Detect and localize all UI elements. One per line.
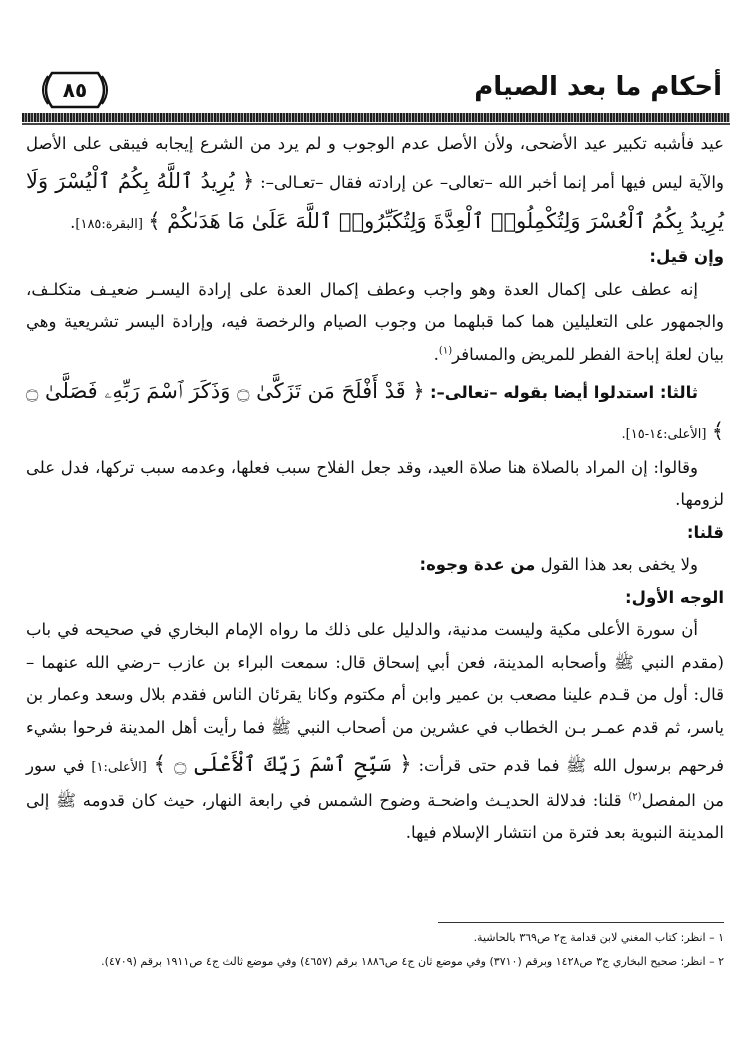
quran-verse-ala-14-15: ﴿ قَدْ أَفْلَحَ مَن تَزَكَّىٰ ۝ وَذَكَرَ ٱسْمَ رَبِّهِۦ فَصَلَّىٰ ۝ ﴾ <box>26 379 724 443</box>
paragraph-6-text-b: في سور من المفصل <box>26 756 725 810</box>
footnotes <box>26 926 724 974</box>
paragraph-5-bold: من عدة وجوه: <box>419 555 536 574</box>
paragraph-6-text-a: أن سورة الأعلى مكية وليست مدنية، والدليل على ذلك ما رواه الإمام البخاري في صحيحه في باب (مقدم النبي ﷺ وأصحابه المدينة، فعن أبي إسحاق قال: سمعت البراء بن عازب –رضي الله عنهما – قال: أول من قـدم علينا مصعب بن عمير وابن أم مكتوم وكانا يقرئان الناس فقدم بلال وسعد وعمار بن ياسر، ثم قدم عمـر بـن الخطاب في عشرين من أصحاب النبي ﷺ فما رأيت أهل المدينة فرحوا بشيء فرحهم برسول الله ﷺ فما قدم حتى قرأت: <box>26 620 725 775</box>
heading-first-aspect: الوجه الأول: <box>625 587 724 607</box>
verse-reference-ala-1: [الأعلى:١] <box>91 760 147 775</box>
footnote-separator <box>438 922 724 923</box>
verse-reference-ala-14-15: [الأعلى:١٤-١٥]. <box>621 427 707 442</box>
quran-verse-ala-1: ﴿ سَبِّحِ ٱسْمَ رَبِّكَ ٱلْأَعْلَى ۝ ﴾ <box>153 752 412 776</box>
main-text <box>26 128 724 850</box>
quran-verse-baqarah-part-1: ﴿ يُرِيدُ ٱللَّهُ بِكُمُ ٱلْيُسْرَ وَلَا يُرِيدُ بِكُمُ <box>26 168 724 233</box>
heading-qulna: قلنا: <box>686 522 724 542</box>
page-number-badge <box>38 70 112 110</box>
paragraph-1-line-1: عيد فأشبه تكبير عيد الأضحى، ولأن الأصل عدم الوجوب و لم يرد من الشرع إيجابه فيبقى على الأصل والآية <box>26 134 724 192</box>
paragraph-1-line-2: ليس فيها أمر إنما أخبر الله –تعالى– عن إرادته فقال –تعـالى–: <box>260 172 683 192</box>
paragraph-5-text: ولا يخفى بعد هذا القول <box>540 555 698 574</box>
paragraph-6-text-c: قلنا: فدلالة الحديـث واضحـة وضوح الشمس في رابعة النهار، حيث كان قدومه ﷺ إلى المدينة النبوية بعد فترة من انتشار الإسلام فيها. <box>26 790 724 842</box>
page-number: ٨٥ <box>62 78 88 102</box>
footnote-2: ٢ – انظر: صحيح البخاري ج٣ ص١٤٢٨ وبرقم (٣٧١٠) وفي موضع ثان ج٤ ص١٨٨٦ برقم (٤٦٥٧) وفي موضع ثالث ج٤ ص١٩١١ برقم (٤٧٠٩). <box>101 955 724 968</box>
paragraph-5 <box>26 549 724 582</box>
paragraph-6 <box>26 614 724 850</box>
sentence-end: . <box>433 344 439 364</box>
footnote-marker-1: (١) <box>438 345 453 356</box>
paragraph-2-text: إنه عطف على إكمال العدة وهو واجب وعطف إكمال العدة على إرادة اليسـر ضعيـف متكلـف، والجمهور على التعليلين هما كما قبلهما من وجوب الصيام والرخصة فيه، وإرادة اليسر تشريعية وهي بيان لعلة إباحة الفطر للمريض والمسافر <box>26 279 724 364</box>
header-rule <box>22 113 730 122</box>
verse-reference-baqarah: [البقرة:١٨٥] <box>75 216 143 232</box>
paragraph-1 <box>26 128 724 241</box>
sentence-end: . <box>70 212 76 232</box>
heading-wain-qil: وإن قيل: <box>649 247 724 266</box>
paragraph-3-heading: ثالثا: استدلوا أيضا بقوله –تعالى–: <box>429 383 698 402</box>
paragraph-2 <box>26 274 724 372</box>
footnote-1: ١ – انظر: كتاب المغني لابن قدامة ج٢ ص٣٦٩ بالحاشية. <box>473 931 724 944</box>
footnote-marker-2: (٢) <box>628 791 642 802</box>
running-header-title: أحكام ما بعد الصيام <box>474 72 722 102</box>
header-rule-line <box>22 123 730 125</box>
quran-verse-baqarah-part-2: ٱلْعُسْرَ وَلِتُكْمِلُوا۟ ٱلْعِدَّةَ وَلِتُكَبِّرُوا۟ ٱللَّهَ عَلَىٰ مَا هَدَىٰكُمْ ﴾ <box>148 208 647 233</box>
paragraph-4: وقالوا: إن المراد بالصلاة هنا صلاة العيد، وقد جعل الفلاح سبب فعلها، وعدمه سبب تركها، فدل على لزومها. <box>26 457 724 509</box>
paragraph-3 <box>26 371 724 452</box>
